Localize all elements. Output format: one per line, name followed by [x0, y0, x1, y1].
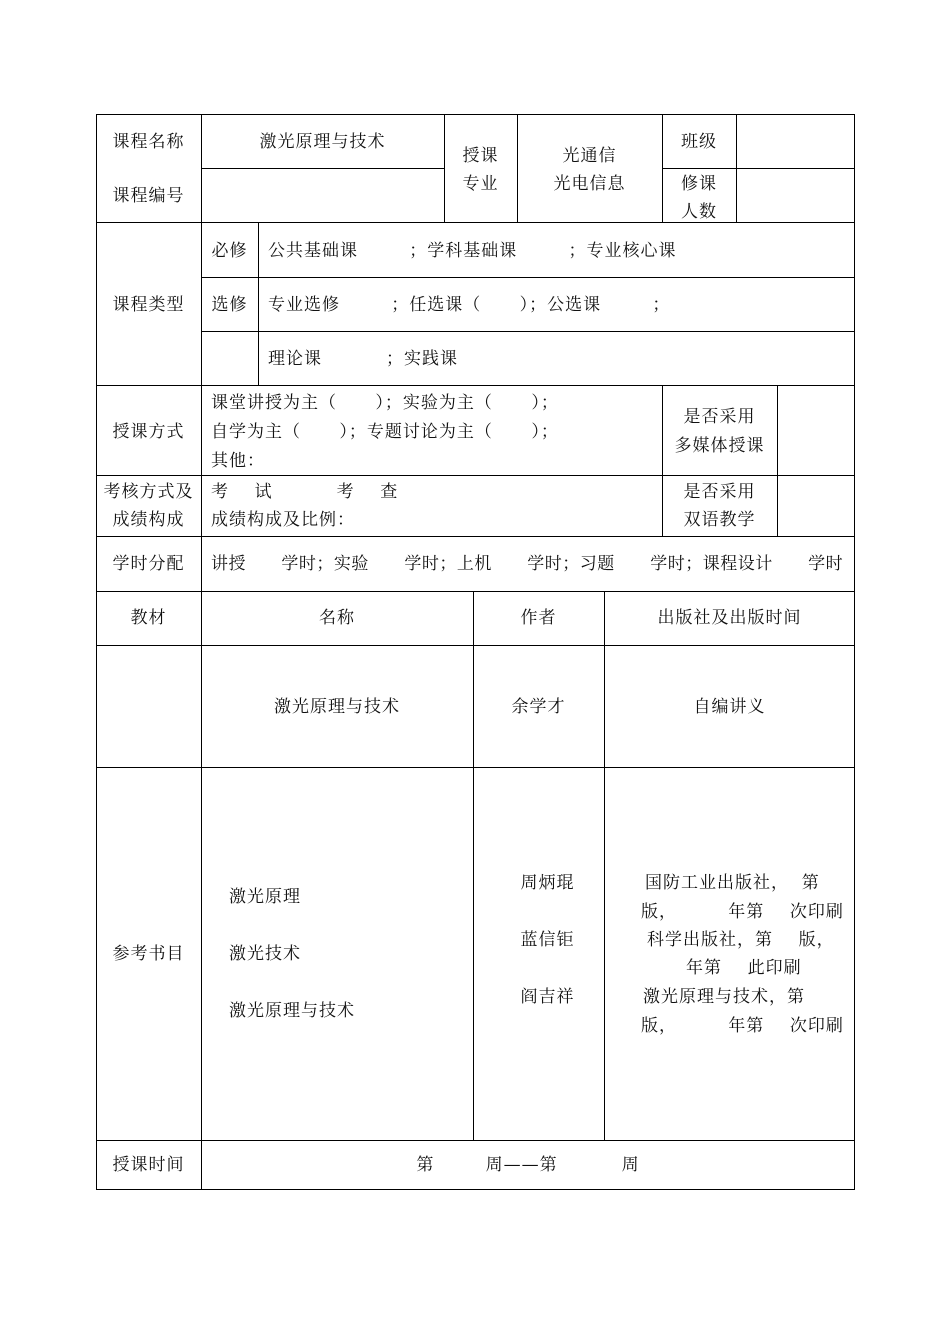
references-label: 参考书目 — [112, 944, 185, 964]
grid-line — [517, 114, 518, 222]
grid-line — [96, 475, 855, 476]
grid-line — [604, 591, 605, 1140]
teaching-method-line3: 其他： — [211, 451, 265, 471]
students-label-line1: 修课 — [681, 174, 717, 194]
course-code-label: 课程编号 — [112, 186, 185, 206]
textbook-author: 余学才 — [511, 697, 566, 717]
reference-title: 激光技术 — [229, 944, 301, 964]
grid-line — [777, 385, 778, 536]
major-value-line2: 光电信息 — [553, 174, 626, 194]
grid-line — [201, 331, 855, 332]
textbook-name: 激光原理与技术 — [274, 697, 400, 717]
reference-author: 周炳琨 — [520, 873, 575, 893]
elective-options: 专业选修 ；任选课（ ）；公选课 ； — [268, 295, 671, 315]
elective-label: 选修 — [211, 295, 248, 315]
class-label: 班级 — [681, 132, 717, 152]
schedule-weeks: 第 周——第 周 — [416, 1155, 640, 1175]
theory-practice-options: 理论课 ；实践课 — [268, 349, 459, 369]
major-label-line2: 专业 — [462, 174, 499, 194]
grid-line — [96, 767, 855, 768]
students-label-line2: 人数 — [681, 202, 717, 222]
textbook-col-name: 名称 — [319, 608, 355, 628]
grid-line — [96, 1140, 855, 1141]
reference-publisher-line: 激光原理与技术，第 — [643, 987, 805, 1007]
grid-line — [96, 591, 855, 592]
teaching-method-line1: 课堂讲授为主（ ）；实验为主（ ）； — [211, 393, 559, 413]
bilingual-label-line2: 双语教学 — [683, 510, 756, 530]
course-type-label: 课程类型 — [112, 295, 185, 315]
grid-line — [201, 277, 855, 278]
hours-label: 学时分配 — [112, 554, 185, 574]
required-options: 公共基础课 ；学科基础课 ；专业核心课 — [268, 241, 677, 261]
grid-line — [96, 222, 855, 223]
grid-line — [444, 114, 445, 222]
multimedia-label-line2: 多媒体授课 — [674, 436, 765, 456]
grid-line — [473, 591, 474, 1140]
assessment-line2: 成绩构成及比例： — [211, 510, 355, 530]
grid-line — [96, 645, 855, 646]
hours-allocation: 讲授 学时；实验 学时；上机 学时；习题 学时；课程设计 学时 — [211, 554, 844, 574]
assessment-label-line1: 考核方式及 — [103, 482, 194, 502]
assessment-label-line2: 成绩构成 — [112, 510, 185, 530]
grid-line — [96, 385, 855, 386]
course-name-value: 激光原理与技术 — [259, 132, 386, 152]
major-value-line1: 光通信 — [562, 146, 617, 166]
grid-line — [662, 168, 855, 169]
reference-publisher-line: 版， 年第 次印刷 — [641, 1016, 844, 1036]
textbook-col-author: 作者 — [520, 608, 557, 628]
reference-publisher-line: 国防工业出版社， 第 — [645, 873, 820, 893]
reference-author: 蓝信钜 — [520, 930, 575, 950]
textbook-col-publisher: 出版社及出版时间 — [657, 608, 802, 628]
assessment-line1: 考 试 考 查 — [211, 482, 399, 502]
reference-title: 激光原理 — [229, 887, 301, 907]
grid-line — [736, 114, 737, 222]
bilingual-label-line1: 是否采用 — [683, 482, 756, 502]
multimedia-label-line1: 是否采用 — [683, 407, 756, 427]
teaching-method-label: 授课方式 — [112, 422, 185, 442]
textbook-label: 教材 — [130, 608, 167, 628]
reference-publisher-line: 年第 此印刷 — [686, 958, 802, 978]
reference-title: 激光原理与技术 — [229, 1001, 355, 1021]
grid-line — [201, 114, 202, 1190]
required-label: 必修 — [211, 241, 248, 261]
grid-line — [258, 222, 259, 385]
reference-publisher-line: 科学出版社，第 版， — [647, 930, 835, 950]
teaching-method-line2: 自学为主（ ）；专题讨论为主（ ）； — [211, 422, 559, 442]
major-label-line1: 授课 — [462, 146, 499, 166]
schedule-label: 授课时间 — [112, 1155, 185, 1175]
grid-line — [201, 168, 444, 169]
grid-line — [96, 536, 855, 537]
reference-publisher-line: 版， 年第 次印刷 — [641, 902, 844, 922]
reference-author: 阎吉祥 — [520, 987, 575, 1007]
textbook-publisher: 自编讲义 — [693, 697, 766, 717]
course-name-label: 课程名称 — [112, 132, 185, 152]
